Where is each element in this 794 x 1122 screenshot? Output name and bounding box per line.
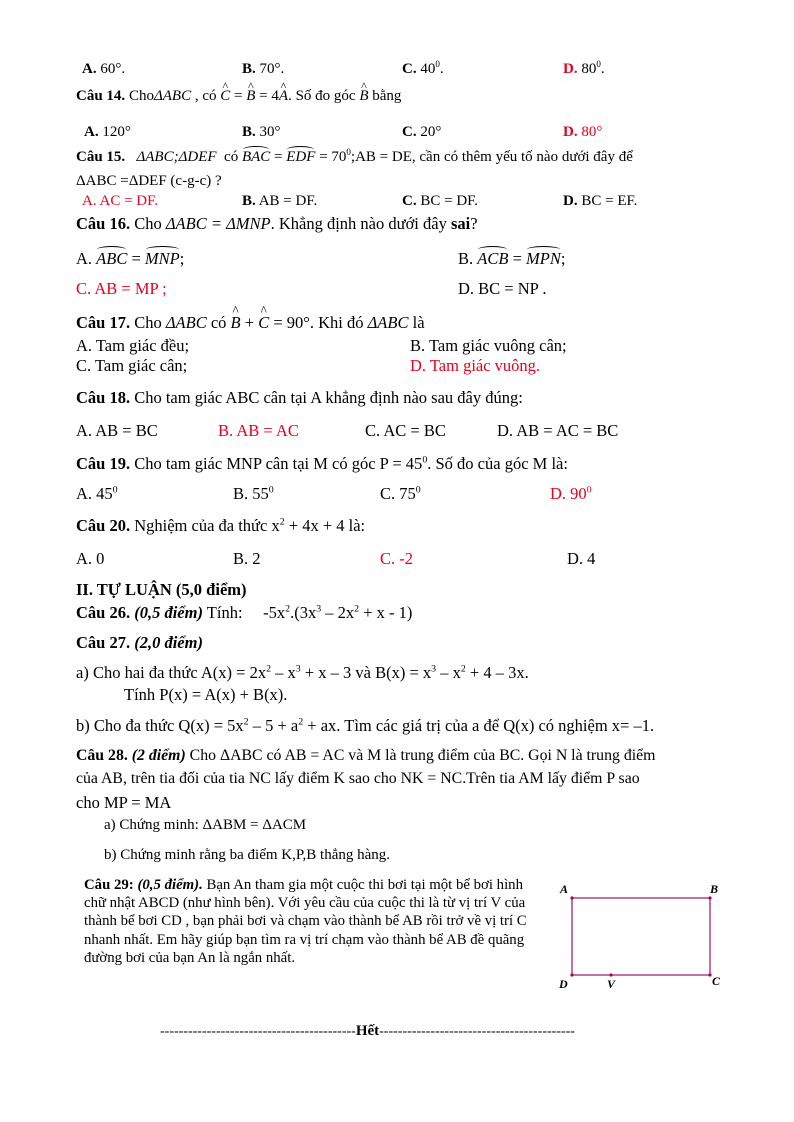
q14-option-d: D. 80° [563,124,603,140]
point-b [708,896,711,899]
q19-option-c: C. $75^0$ [380,484,421,503]
q13-option-c: C. $40^0$. [402,59,444,77]
label-v: V [607,977,616,990]
label-b: B [710,882,719,896]
q19-option-d: D. $90^0$ [550,484,592,503]
q28-line3: cho MP = MA [76,793,172,812]
q19-question: Câu 19. Cho tam giác MNP cân tại M có góc $P = 45^0$. Số đo của góc M là: [76,454,568,473]
q17-option-b: B. Tam giác vuông cân; [410,336,567,355]
q14-question: Câu 14. ChoΔABC , có ^ C = ^ B = 4^ A. Số đo góc ^ B bằng [76,88,401,105]
q28-part-a: a) Chứng minh: ΔABM = ΔACM [104,817,307,833]
q13-option-b: B. 70°. [242,61,285,77]
pool-figure [552,878,732,990]
q28-part-b: b) Chứng minh rằng ba điểm K,P,B thẳng hàng. [104,847,391,863]
q19-option-b: B. $55^0$ [233,484,274,503]
q19-option-a: A. $45^0$ [76,484,118,503]
q15-option-d: D. BC = EF. [563,193,638,209]
q18-question: Câu 18. Cho tam giác ABC cân tại A khẳng định nào sau đây đúng: [76,388,523,407]
q16-option-a: A. ABC = MNP; [76,249,185,268]
q18-option-b: B. AB = AC [218,421,299,440]
q16-option-b: B. ACB = MPN; [458,249,566,268]
point-d [570,973,573,976]
point-a [570,896,573,899]
q27-part-b: b) Cho đa thức $Q(x) = 5x^2 - 5 + a^2$ + ax. Tìm các giá trị của a để Q(x) có nghiệm x= –1. [76,716,655,735]
q15-option-a: A. AC = DF. [82,193,159,209]
q27-heading: Câu 27. (2,0 điểm) [76,633,203,652]
label-d: D [559,977,568,990]
q18-option-d: D. AB = AC = BC [497,421,619,440]
q20-option-b: B. 2 [233,549,261,568]
q17-option-c: C. Tam giác cân; [76,356,188,375]
q13-option-d: D. $80^0$. [563,59,605,77]
label-c: C [712,974,721,988]
part2-heading: II. TỰ LUẬN (5,0 điểm) [76,580,247,599]
q20-question: Câu 20. Nghiệm của đa thức $x^2 + 4x + 4$ là: [76,516,366,535]
q16-option-d: D. BC = NP . [458,279,547,298]
q17-question: Câu 17. Cho ΔABC có ^ B + ^ C = 90°. Khi đó ΔABC là [76,313,425,333]
q16-option-c: C. AB = MP ; [76,279,167,298]
q14-option-b: B. 30° [242,124,281,140]
q18-option-c: C. AC = BC [365,421,446,440]
q17-option-a: A. Tam giác đều; [76,336,190,355]
q17-option-d: D. Tam giác vuông. [410,356,541,375]
q27-part-a-line2: Tính P(x) = A(x) + B(x). [124,685,288,704]
q15-line2: ΔABC =ΔDEF (c-g-c) ? [76,173,222,189]
q29-text: Câu 29: (0,5 điểm). Bạn An tham gia một cuộc thi bơi tại một bể bơi hình chữ nhật ABCD (như hình bên). Với yêu cầu của cuộc thi là từ vị trí V của thành bể bơi CD , bạn phải bơi và chạm vào thành bể AB rồi trở về vị trí C nhanh nhất. Em hãy giúp bạn tìm ra vị trí chạm vào thành bể AB đề quãng đường bơi của bạn An là ngắn nhất. [84,877,527,966]
q20-option-a: A. 0 [76,549,105,568]
q20-option-c: C. -2 [380,549,413,568]
q26: Câu 26. (0,5 điểm) Tính: $-5x^2.(3x^3 - 2x^2 + x - 1)$ [76,603,413,622]
q27-part-a: a) Cho hai đa thức $A(x) = 2x^2 - x^3 + x - 3$ và $B(x) = x^3 - x^2 + 4 - 3x$. [76,663,529,682]
q15-option-b: B. AB = DF. [242,193,318,209]
footer: ------------------------------------------Hết------------------------------------------ [160,1023,575,1039]
q15-option-c: C. BC = DF. [402,193,479,209]
q15-question: Câu 15. ΔABC;ΔDEF có BAC = EDF = $70^0;AB$ = DE, cần có thêm yếu tố nào dưới đây để [76,147,633,165]
label-a: A [560,882,569,896]
q28-line1: Câu 28. (2 điểm) Cho ΔABC có AB = AC và M là trung điểm của BC. Gọi N là trung điểm [76,747,656,764]
pool-rectangle [572,898,710,975]
q20-option-d: D. 4 [567,549,596,568]
q13-option-a: A. 60°. [82,61,126,77]
q18-option-a: A. AB = BC [76,421,158,440]
q28-line2: của AB, trên tia đối của tia NC lấy điểm K sao cho NK = NC.Trên tia AM lấy điểm P sao [76,770,640,787]
q14-option-c: C. 20° [402,124,442,140]
q16-question: Câu 16. Cho ΔABC = ΔMNP. Khẳng định nào dưới đây sai? [76,214,478,233]
q14-option-a: A. 120° [84,124,131,140]
